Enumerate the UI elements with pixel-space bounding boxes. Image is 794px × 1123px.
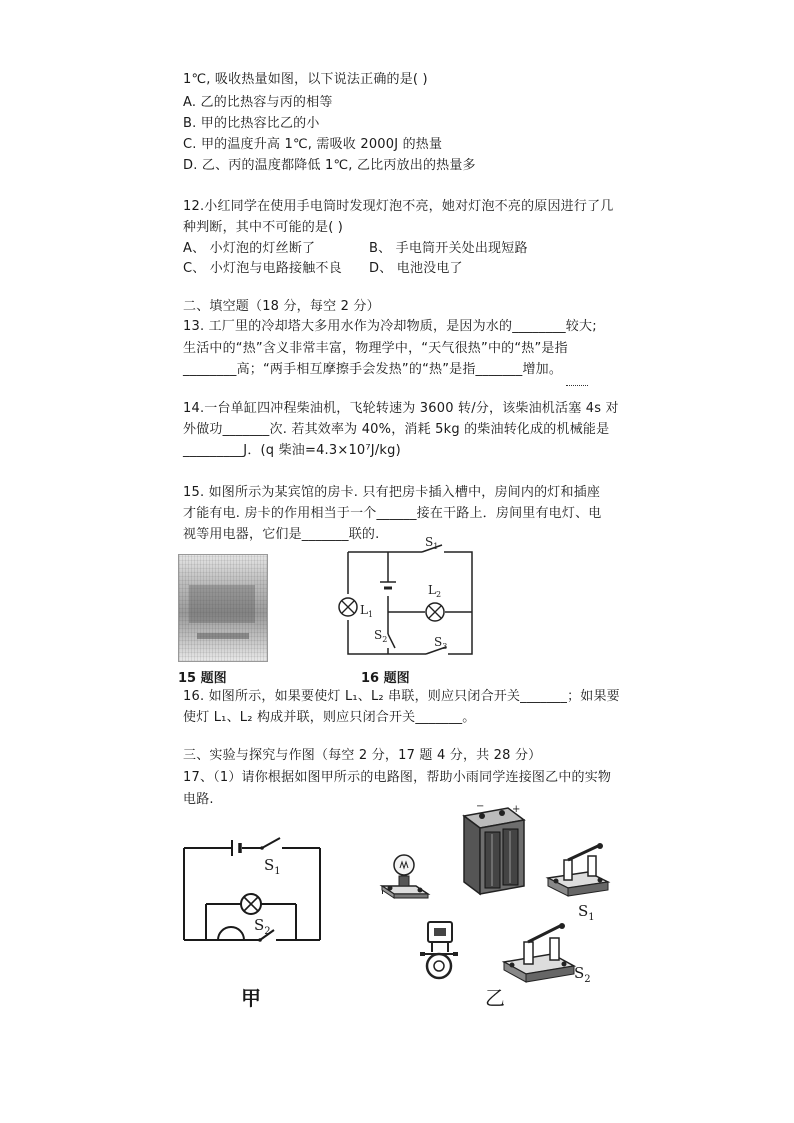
svg-text:L2 bbox=[428, 583, 441, 599]
q12-line1: 12.小红同学在使用手电筒时发现灯泡不亮，她对灯泡不亮的原因进行了几 bbox=[183, 199, 614, 214]
q11-stem: 1℃, 吸收热量如图，以下说法正确的是( ) bbox=[183, 72, 428, 87]
q12-option-b: B、 手电筒开关处出现短路 bbox=[369, 241, 528, 256]
electric-bell-icon bbox=[420, 922, 458, 978]
figure-15-caption: 15 题图 bbox=[178, 671, 227, 686]
yi-s1-sub: 1 bbox=[588, 912, 595, 923]
q12-option-c: C、 小灯泡与电路接触不良 bbox=[183, 261, 342, 276]
jia-s1-sub: 1 bbox=[274, 866, 281, 877]
figure-16-caption: 16 题图 bbox=[361, 671, 410, 686]
svg-text:S2 bbox=[254, 916, 271, 937]
q11-option-d: D. 乙、丙的温度都降低 1℃, 乙比丙放出的热量多 bbox=[183, 158, 476, 173]
knife-switch-s1-icon bbox=[548, 843, 608, 896]
s2-label: S bbox=[374, 628, 383, 642]
yi-s2-sub: 2 bbox=[584, 974, 591, 985]
s1-label: S bbox=[425, 536, 434, 549]
bulb-component-icon bbox=[382, 855, 428, 898]
q14-line2: 外做功_______次. 若其效率为 40%，消耗 5kg 的柴油转化成的机械能是 bbox=[183, 422, 610, 437]
yi-s2-label: S bbox=[574, 964, 585, 982]
q16-line2: 使灯 L₁、L₂ 构成并联，则应只闭合开关_______。 bbox=[183, 710, 476, 725]
q13-line1: 13. 工厂里的冷却塔大多用水作为冷却物质，是因为水的________较大; bbox=[183, 319, 597, 334]
svg-text:S2 bbox=[374, 628, 387, 644]
bell-icon bbox=[218, 927, 244, 940]
s3-sub: 3 bbox=[442, 642, 448, 651]
q14-line3: _________J．(q 柴油=4.3×10⁷J/kg) bbox=[183, 443, 401, 458]
jia-s2-sub: 2 bbox=[264, 926, 271, 937]
q13-line3: ________高；“两手相互摩擦手会发热”的“热”是指_______增加。 bbox=[183, 362, 563, 377]
q15-line2: 才能有电. 房卡的作用相当于一个______接在干路上．房间里有电灯、电 bbox=[183, 506, 602, 521]
circuit-diagram-jia bbox=[176, 834, 328, 954]
l2-sub: 2 bbox=[435, 590, 442, 599]
svg-text:S3 bbox=[434, 635, 447, 651]
figure-yi-label: 乙 bbox=[485, 986, 506, 1010]
svg-text:S2 bbox=[574, 964, 591, 985]
yi-s1-label: S bbox=[578, 902, 589, 920]
section3-heading: 三、实验与探究与作图（每空 2 分，17 题 4 分，共 28 分） bbox=[183, 748, 542, 763]
q12-line2: 种判断，其中不可能的是( ) bbox=[183, 220, 344, 235]
q11-option-a: A. 乙的比热容与丙的相等 bbox=[183, 95, 333, 110]
figure-jia-label: 甲 bbox=[241, 986, 262, 1010]
q13-line2: 生活中的“热”含义非常丰富，物理学中，“天气很热”中的“热”是指 bbox=[183, 341, 568, 356]
s2-sub: 2 bbox=[382, 635, 388, 644]
s1-sub: 1 bbox=[433, 542, 439, 551]
section2-heading: 二、填空题（18 分，每空 2 分） bbox=[183, 299, 380, 314]
switch-s1-jia-icon bbox=[262, 838, 280, 848]
q15-line3: 视等用电器，它们是_______联的. bbox=[183, 527, 380, 542]
dotted-mark bbox=[566, 385, 588, 386]
jia-s1-label: S bbox=[264, 856, 275, 874]
q11-option-c: C. 甲的温度升高 1℃, 需吸收 2000J 的热量 bbox=[183, 137, 443, 152]
svg-text:S1 bbox=[578, 902, 595, 923]
q17-line1: 17、（1）请你根据如图甲所示的电路图，帮助小雨同学连接图乙中的实物 bbox=[183, 770, 612, 785]
l2-label: L bbox=[428, 583, 436, 597]
physical-components-yi bbox=[376, 802, 612, 1002]
knife-switch-s2-icon bbox=[504, 923, 574, 982]
battery-box-icon bbox=[464, 802, 524, 894]
svg-text:−: − bbox=[476, 802, 485, 812]
q17-line2: 电路. bbox=[183, 792, 214, 807]
q12-option-a: A、 小灯泡的灯丝断了 bbox=[183, 241, 316, 256]
svg-text:S1 bbox=[425, 536, 438, 551]
switch-s2-icon bbox=[388, 634, 395, 648]
q14-line1: 14.一台单缸四冲程柴油机，飞轮转速为 3600 转/分，该柴油机活塞 4s 对 bbox=[183, 401, 619, 416]
svg-text:L1 bbox=[360, 603, 373, 619]
jia-s2-label: S bbox=[254, 916, 265, 934]
q15-line1: 15. 如图所示为某宾馆的房卡. 只有把房卡插入槽中，房间内的灯和插座 bbox=[183, 485, 601, 500]
circuit-diagram-16 bbox=[330, 536, 495, 664]
q12-option-d: D、 电池没电了 bbox=[369, 261, 463, 276]
s3-label: S bbox=[434, 635, 443, 649]
q11-option-b: B. 甲的比热容比乙的小 bbox=[183, 116, 320, 131]
l1-sub: 1 bbox=[367, 610, 374, 619]
svg-text:+: + bbox=[512, 804, 521, 815]
l1-label: L bbox=[360, 603, 368, 617]
q16-line1: 16. 如图所示，如果要使灯 L₁、L₂ 串联，则应只闭合开关_______；如果要 bbox=[183, 689, 620, 704]
svg-text:S1 bbox=[264, 856, 281, 877]
room-card-photo bbox=[178, 554, 268, 662]
